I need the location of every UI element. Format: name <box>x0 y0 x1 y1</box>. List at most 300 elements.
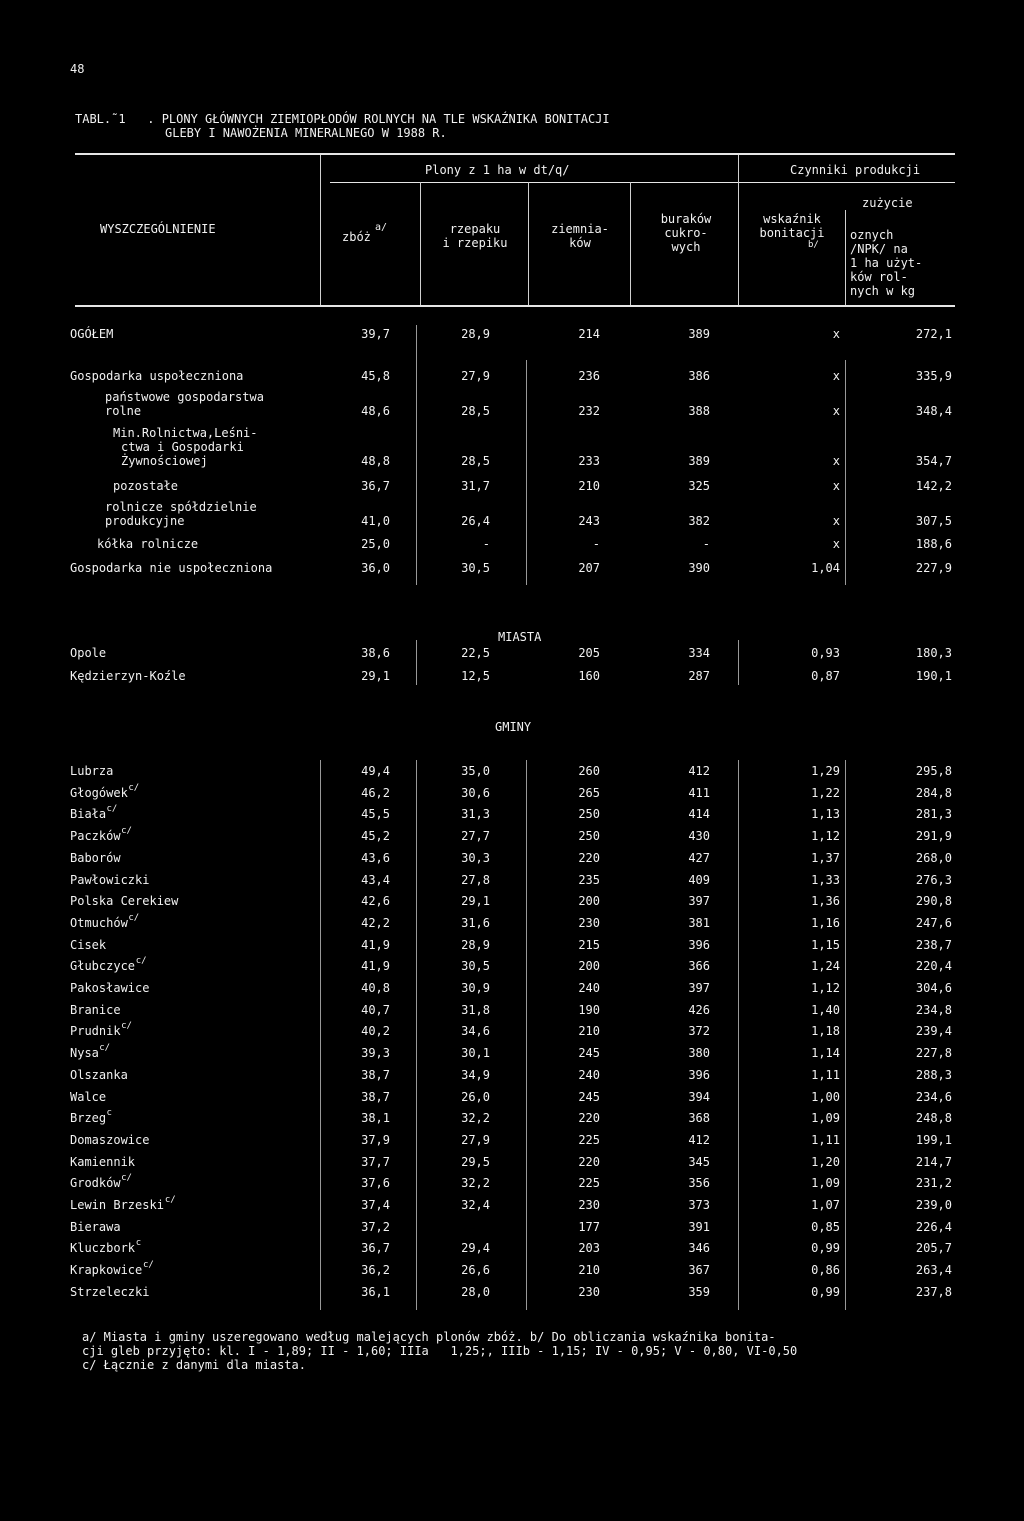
cell-wskaznik: 1,11 <box>811 1067 840 1082</box>
cell-ziemniaki: 220 <box>578 850 600 865</box>
cell-buraki: 368 <box>688 1111 710 1126</box>
header-col-zuz-1: zużycie <box>862 196 913 210</box>
row-label-superscript: c/ <box>143 1260 154 1271</box>
table-title-line2: GLEBY I NAWOŻENIA MINERALNEGO W 1988 R. <box>165 126 447 140</box>
cell-zuzycie: 205,7 <box>915 1241 952 1256</box>
column-rule <box>526 360 527 585</box>
table-row <box>0 1003 1024 1017</box>
header-col-wsk-sup: b/ <box>808 240 819 250</box>
cell-buraki: 389 <box>688 327 710 341</box>
row-label: Walce <box>70 1089 107 1104</box>
cell-buraki: 388 <box>688 404 710 418</box>
cell-rzepak: 30,3 <box>461 850 490 865</box>
table-row <box>0 404 1024 418</box>
cell-rzepak: 26,0 <box>461 1089 490 1104</box>
cell-wskaznik: 1,15 <box>811 937 840 952</box>
header-col-rzepak-1: rzepaku <box>449 222 501 236</box>
cell-zboz: 38,1 <box>361 1111 390 1126</box>
cell-rzepak: 31,7 <box>461 479 490 493</box>
cell-buraki: 394 <box>688 1089 710 1104</box>
cell-zuzycie: 348,4 <box>915 404 952 418</box>
cell-zuzycie: 238,7 <box>915 937 952 952</box>
cell-zboz: 36,7 <box>361 479 390 493</box>
cell-buraki: 345 <box>688 1154 710 1169</box>
table-row <box>0 981 1024 995</box>
row-label: pozostałe <box>113 479 179 493</box>
cell-rzepak: 31,3 <box>461 807 490 822</box>
table-row <box>0 826 1024 844</box>
table-row <box>0 1238 1024 1256</box>
table-row <box>0 537 1024 551</box>
table-row <box>0 327 1024 341</box>
cell-buraki: 325 <box>688 479 710 493</box>
header-col-zuz-5: ków rol- <box>850 270 908 284</box>
cell-ziemniaki: 190 <box>578 1002 600 1017</box>
cell-buraki: 396 <box>688 1067 710 1082</box>
cell-wskaznik: 1,20 <box>811 1154 840 1169</box>
header-divider <box>845 210 846 305</box>
cell-rzepak: 30,6 <box>461 785 490 800</box>
cell-wskaznik: 1,22 <box>811 785 840 800</box>
cell-zuzycie: 354,7 <box>915 454 952 468</box>
cell-zboz: 36,7 <box>361 1241 390 1256</box>
row-label-superscript: c <box>106 1108 112 1119</box>
table-title-line1: TABL.˜1 . PLONY GŁÓWNYCH ZIEMIOPŁODÓW ROLNYCH NA TLE WSKAŹNIKA BONITACJI <box>75 112 610 126</box>
cell-rzepak: 27,9 <box>461 369 490 383</box>
cell-zboz: 45,8 <box>361 369 390 383</box>
cell-zboz: 37,9 <box>361 1132 390 1147</box>
cell-wskaznik: x <box>832 479 840 493</box>
cell-rzepak: 28,5 <box>461 404 490 418</box>
cell-rzepak: 34,9 <box>461 1067 490 1082</box>
header-spec: WYSZCZEGÓLNIENIE <box>100 222 216 236</box>
cell-rzepak: 35,0 <box>461 764 490 778</box>
row-label: Nysa <box>70 1046 99 1061</box>
table-row <box>0 1285 1024 1299</box>
cell-zboz: 39,7 <box>361 327 390 341</box>
cell-zboz: 36,2 <box>361 1263 390 1278</box>
cell-wskaznik: 1,37 <box>811 850 840 865</box>
cell-zuzycie: 234,6 <box>915 1089 952 1104</box>
cell-ziemniaki: 230 <box>578 1284 600 1299</box>
table-row <box>0 1090 1024 1104</box>
row-label: Biała <box>70 807 107 822</box>
header-col-zuz-2: oznych <box>850 228 894 242</box>
cell-wskaznik: x <box>832 404 840 418</box>
cell-buraki: 356 <box>688 1176 710 1191</box>
cell-zboz: 46,2 <box>361 785 390 800</box>
cell-zboz: 37,7 <box>361 1154 390 1169</box>
cell-rzepak: 30,5 <box>461 959 490 974</box>
cell-ziemniaki: 243 <box>578 514 600 528</box>
cell-zboz: 36,1 <box>361 1284 390 1299</box>
cell-buraki: 390 <box>688 561 710 575</box>
cell-zuzycie: 272,1 <box>915 327 952 341</box>
cell-zuzycie: 335,9 <box>915 369 952 383</box>
header-divider <box>738 155 739 305</box>
cell-ziemniaki: 205 <box>578 646 600 660</box>
cell-buraki: 334 <box>688 646 710 660</box>
row-label: Min.Rolnictwa,Leśni- <box>113 426 258 440</box>
header-plony-group: Plony z 1 ha w dt/q/ <box>425 163 570 177</box>
table-row <box>0 1195 1024 1212</box>
cell-buraki: 386 <box>688 369 710 383</box>
header-bottom-rule <box>75 305 955 307</box>
cell-zboz: 41,9 <box>361 937 390 952</box>
cell-ziemniaki: 232 <box>578 404 600 418</box>
cell-buraki: 409 <box>688 872 710 887</box>
row-label-superscript: c/ <box>99 1043 111 1054</box>
cell-zuzycie: 180,3 <box>915 646 952 660</box>
cell-buraki: 397 <box>688 894 710 909</box>
cell-zuzycie: 263,4 <box>915 1263 952 1278</box>
cell-zboz: 48,8 <box>361 454 390 468</box>
cell-zboz: 45,2 <box>361 829 390 844</box>
row-label: Otmuchów <box>70 915 128 930</box>
cell-buraki: 366 <box>688 959 710 974</box>
row-label: Domaszowice <box>70 1132 150 1147</box>
cell-rzepak: 28,9 <box>461 327 490 341</box>
cell-zuzycie: 307,5 <box>915 514 952 528</box>
row-label: państwowe gospodarstwa <box>105 390 264 404</box>
cell-buraki: 412 <box>688 1132 710 1147</box>
header-divider <box>320 155 321 305</box>
cell-ziemniaki: 230 <box>578 915 600 930</box>
row-label-cont: Żywnościowej <box>121 454 208 468</box>
cell-rzepak: 28,0 <box>461 1284 490 1299</box>
row-label: Polska Cerekiew <box>70 894 179 909</box>
footnote-line2: cji gleb przyjęto: kl. I - 1,89; II - 1,60; IIIa 1,25;, IIIb - 1,15; IV - 0,95; V - 0,80, VI-0,50 <box>82 1344 798 1358</box>
cell-rzepak: 32,2 <box>461 1111 490 1126</box>
cell-wskaznik: 1,07 <box>811 1198 840 1212</box>
header-top-rule <box>75 153 955 155</box>
header-col-ziemn-1: ziemnia- <box>551 222 609 236</box>
cell-rzepak: 34,6 <box>461 1024 490 1039</box>
header-col-zuz-6: nych w kg <box>850 284 916 298</box>
cell-buraki: 427 <box>688 850 710 865</box>
cell-zboz: 48,6 <box>361 404 390 418</box>
cell-rzepak: 22,5 <box>461 646 490 660</box>
table-row <box>0 873 1024 887</box>
cell-ziemniaki: 210 <box>578 1024 600 1039</box>
cell-wskaznik: 1,13 <box>811 807 840 822</box>
cell-zboz: 38,7 <box>361 1089 390 1104</box>
cell-buraki: 287 <box>688 669 710 683</box>
cell-wskaznik: 1,33 <box>811 872 840 887</box>
row-label: Pakosławice <box>70 981 150 995</box>
cell-buraki: - <box>702 537 710 551</box>
cell-ziemniaki: 215 <box>578 937 600 952</box>
footnote-line1: a/ Miasta i gminy uszeregowano według malejących plonów zbóż. b/ Do obliczania wskaźnika bonita- <box>82 1330 776 1344</box>
cell-zuzycie: 295,8 <box>915 764 952 778</box>
cell-zboz: 40,2 <box>361 1024 390 1039</box>
cell-ziemniaki: 245 <box>578 1089 600 1104</box>
page-number: 48 <box>70 62 85 76</box>
cell-ziemniaki: 245 <box>578 1046 600 1061</box>
row-label: Olszanka <box>70 1067 128 1082</box>
table-row <box>0 938 1024 952</box>
cell-rzepak: - <box>482 537 490 551</box>
row-label-superscript: c/ <box>121 1021 132 1032</box>
table-row <box>0 479 1024 493</box>
cell-ziemniaki: 220 <box>578 1111 600 1126</box>
cell-rzepak: 27,7 <box>461 829 490 844</box>
row-label: Kędzierzyn-Koźle <box>70 669 186 683</box>
table-row <box>0 956 1024 974</box>
row-label: rolnicze spółdzielnie <box>105 500 257 514</box>
cell-zboz: 37,2 <box>361 1219 390 1234</box>
cell-buraki: 397 <box>688 981 710 995</box>
cell-ziemniaki: 250 <box>578 829 600 844</box>
table-row <box>0 454 1024 468</box>
cell-wskaznik: 1,40 <box>811 1002 840 1017</box>
table-row <box>0 646 1024 660</box>
cell-zboz: 37,4 <box>361 1198 390 1212</box>
row-label-superscript: c/ <box>128 912 140 923</box>
table-row <box>0 1043 1024 1061</box>
cell-ziemniaki: 160 <box>578 669 600 683</box>
row-label: Głogówek <box>70 785 128 800</box>
cell-wskaznik: 0,85 <box>811 1219 840 1234</box>
header-col-zuz-4: 1 ha użyt- <box>850 256 923 270</box>
cell-zuzycie: 226,4 <box>915 1219 952 1234</box>
row-label: Brzeg <box>70 1111 107 1126</box>
cell-zboz: 36,0 <box>361 561 390 575</box>
header-divider <box>420 182 421 305</box>
table-row <box>0 1068 1024 1082</box>
header-col-burak-3: wych <box>671 240 701 254</box>
row-label: Pawłowiczki <box>70 872 150 887</box>
row-label-superscript: c/ <box>164 1195 176 1205</box>
cell-ziemniaki: 200 <box>578 894 600 909</box>
cell-rzepak: 26,6 <box>461 1263 490 1278</box>
header-col-zboz-sup: a/ <box>375 222 388 233</box>
cell-zuzycie: 291,9 <box>915 829 952 844</box>
cell-zuzycie: 220,4 <box>915 959 952 974</box>
cell-zuzycie: 281,3 <box>915 807 952 822</box>
cell-rzepak: 29,1 <box>461 894 490 909</box>
cell-zboz: 29,1 <box>361 669 390 683</box>
table-row <box>0 669 1024 683</box>
cell-rzepak: 27,9 <box>461 1132 490 1147</box>
cell-wskaznik: 0,99 <box>811 1241 840 1256</box>
section-heading-miasta: MIASTA <box>498 630 542 644</box>
column-rule <box>845 360 846 585</box>
row-label-cont: rolne <box>105 404 142 418</box>
header-col-zboz: zbóż <box>342 230 371 244</box>
table-row <box>0 1133 1024 1147</box>
cell-zuzycie: 288,3 <box>915 1067 952 1082</box>
cell-zboz: 41,9 <box>361 959 390 974</box>
cell-zboz: 45,5 <box>361 807 390 822</box>
cell-buraki: 389 <box>688 454 710 468</box>
cell-zuzycie: 248,8 <box>915 1111 952 1126</box>
row-label: Gospodarka nie uspołeczniona <box>70 561 273 575</box>
cell-buraki: 430 <box>688 829 710 844</box>
cell-buraki: 412 <box>688 764 710 778</box>
cell-zuzycie: 190,1 <box>915 669 952 683</box>
header-col-rzepak-2: i rzepiku <box>442 236 508 250</box>
row-label: Gospodarka uspołeczniona <box>70 369 244 383</box>
cell-zuzycie: 290,8 <box>915 894 952 909</box>
table-row <box>0 1155 1024 1169</box>
cell-zuzycie: 142,2 <box>915 479 952 493</box>
header-col-zuz-3: /NPK/ na <box>850 242 908 256</box>
table-row <box>0 514 1024 528</box>
cell-rzepak: 30,5 <box>461 561 490 575</box>
cell-zboz: 40,8 <box>361 981 390 995</box>
row-label: Lubrza <box>70 764 114 778</box>
cell-buraki: 426 <box>688 1002 710 1017</box>
cell-wskaznik: 1,09 <box>811 1111 840 1126</box>
cell-ziemniaki: 214 <box>578 327 600 341</box>
row-label-superscript: c/ <box>106 804 118 815</box>
cell-zuzycie: 199,1 <box>915 1132 952 1147</box>
cell-zuzycie: 304,6 <box>915 981 952 995</box>
cell-zuzycie: 227,8 <box>915 1046 952 1061</box>
cell-rzepak: 30,9 <box>461 981 490 995</box>
cell-wskaznik: 0,87 <box>811 669 840 683</box>
header-divider <box>528 182 529 305</box>
row-label: Głubczyce <box>70 959 136 974</box>
section-heading-gminy: GMINY <box>495 720 532 734</box>
table-row <box>0 804 1024 822</box>
cell-ziemniaki: 207 <box>578 561 600 575</box>
cell-buraki: 414 <box>688 807 710 822</box>
cell-rzepak: 32,4 <box>461 1198 490 1212</box>
row-label: kółka rolnicze <box>97 537 199 551</box>
header-col-wsk-2: bonitacji <box>759 226 825 240</box>
cell-zboz: 40,7 <box>361 1002 390 1017</box>
cell-ziemniaki: 250 <box>578 807 600 822</box>
cell-wskaznik: 1,04 <box>811 561 840 575</box>
cell-zuzycie: 227,9 <box>915 561 952 575</box>
cell-zuzycie: 237,8 <box>915 1284 952 1299</box>
table-row <box>0 1108 1024 1126</box>
header-czynniki-group: Czynniki produkcji <box>790 163 921 177</box>
table-row <box>0 894 1024 908</box>
cell-rzepak: 29,4 <box>461 1241 490 1256</box>
cell-ziemniaki: 220 <box>578 1154 600 1169</box>
cell-ziemniaki: 240 <box>578 981 600 995</box>
cell-zboz: 37,6 <box>361 1176 390 1191</box>
cell-zboz: 43,6 <box>361 850 390 865</box>
cell-ziemniaki: 260 <box>578 764 600 778</box>
row-label: Cisek <box>70 937 107 952</box>
cell-wskaznik: 1,36 <box>811 894 840 909</box>
cell-ziemniaki: 210 <box>578 1263 600 1278</box>
header-col-burak-2: cukro- <box>664 226 708 240</box>
cell-buraki: 391 <box>688 1219 710 1234</box>
cell-rzepak: 28,9 <box>461 937 490 952</box>
table-row <box>0 1173 1024 1191</box>
row-label: Lewin Brzeski <box>70 1198 164 1212</box>
row-label-superscript: c/ <box>121 1173 132 1184</box>
cell-zuzycie: 234,8 <box>915 1002 952 1017</box>
row-label-cont: ctwa i Gospodarki <box>121 440 244 454</box>
cell-zuzycie: 231,2 <box>915 1176 952 1191</box>
cell-zboz: 38,7 <box>361 1067 390 1082</box>
cell-buraki: 382 <box>688 514 710 528</box>
cell-wskaznik: 1,24 <box>811 959 840 974</box>
cell-buraki: 396 <box>688 937 710 952</box>
cell-zboz: 39,3 <box>361 1046 390 1061</box>
cell-wskaznik: x <box>832 537 840 551</box>
cell-wskaznik: x <box>832 514 840 528</box>
header-group-rule <box>330 182 955 183</box>
row-label: Opole <box>70 646 107 660</box>
cell-ziemniaki: 236 <box>578 369 600 383</box>
cell-wskaznik: 1,12 <box>811 981 840 995</box>
cell-ziemniaki: 203 <box>578 1241 600 1256</box>
footnote-line3: c/ Łącznie z danymi dla miasta. <box>82 1358 306 1372</box>
cell-zboz: 42,6 <box>361 894 390 909</box>
cell-zboz: 25,0 <box>361 537 390 551</box>
cell-rzepak: 31,6 <box>461 915 490 930</box>
cell-wskaznik: 1,14 <box>811 1046 840 1061</box>
row-label: OGÓŁEM <box>70 327 114 341</box>
row-label-superscript: c <box>135 1238 142 1249</box>
row-label-superscript: c/ <box>135 956 147 967</box>
cell-wskaznik: 0,86 <box>811 1263 840 1278</box>
cell-wskaznik: 0,99 <box>811 1284 840 1299</box>
row-label: Kamiennik <box>70 1154 136 1169</box>
cell-ziemniaki: 233 <box>578 454 600 468</box>
cell-zuzycie: 214,7 <box>915 1154 952 1169</box>
row-label-cont: produkcyjne <box>105 514 185 528</box>
cell-ziemniaki: 177 <box>578 1219 600 1234</box>
row-label: Baborów <box>70 850 121 865</box>
cell-rzepak: 31,8 <box>461 1002 490 1017</box>
cell-buraki: 372 <box>688 1024 710 1039</box>
table-row <box>0 782 1024 800</box>
cell-wskaznik: x <box>832 454 840 468</box>
table-row <box>0 912 1024 930</box>
row-label-superscript: c/ <box>128 782 140 793</box>
cell-wskaznik: 1,29 <box>811 764 840 778</box>
cell-buraki: 367 <box>688 1263 710 1278</box>
cell-zuzycie: 188,6 <box>915 537 952 551</box>
table-row <box>0 1220 1024 1234</box>
cell-rzepak: 28,5 <box>461 454 490 468</box>
cell-zuzycie: 268,0 <box>915 850 952 865</box>
cell-rzepak: 12,5 <box>461 669 490 683</box>
cell-ziemniaki: 210 <box>578 479 600 493</box>
row-label: Strzeleczki <box>70 1284 150 1299</box>
cell-buraki: 346 <box>688 1241 710 1256</box>
cell-rzepak: 32,2 <box>461 1176 490 1191</box>
cell-zuzycie: 239,4 <box>915 1024 952 1039</box>
row-label: Branice <box>70 1002 121 1017</box>
row-label: Bierawa <box>70 1219 121 1234</box>
header-col-wsk-1: wskaźnik <box>763 212 821 226</box>
row-label-superscript: c/ <box>121 826 132 837</box>
cell-buraki: 411 <box>688 785 710 800</box>
row-label: Kluczbork <box>70 1241 136 1256</box>
cell-zuzycie: 284,8 <box>915 785 952 800</box>
cell-ziemniaki: - <box>592 537 600 551</box>
cell-wskaznik: 1,12 <box>811 829 840 844</box>
cell-rzepak: 30,1 <box>461 1046 490 1061</box>
cell-ziemniaki: 200 <box>578 959 600 974</box>
cell-wskaznik: 1,00 <box>811 1089 840 1104</box>
table-row <box>0 764 1024 778</box>
cell-wskaznik: 1,09 <box>811 1176 840 1191</box>
cell-buraki: 359 <box>688 1284 710 1299</box>
cell-ziemniaki: 235 <box>578 872 600 887</box>
table-row <box>0 851 1024 865</box>
row-label: Krapkowice <box>70 1263 143 1278</box>
